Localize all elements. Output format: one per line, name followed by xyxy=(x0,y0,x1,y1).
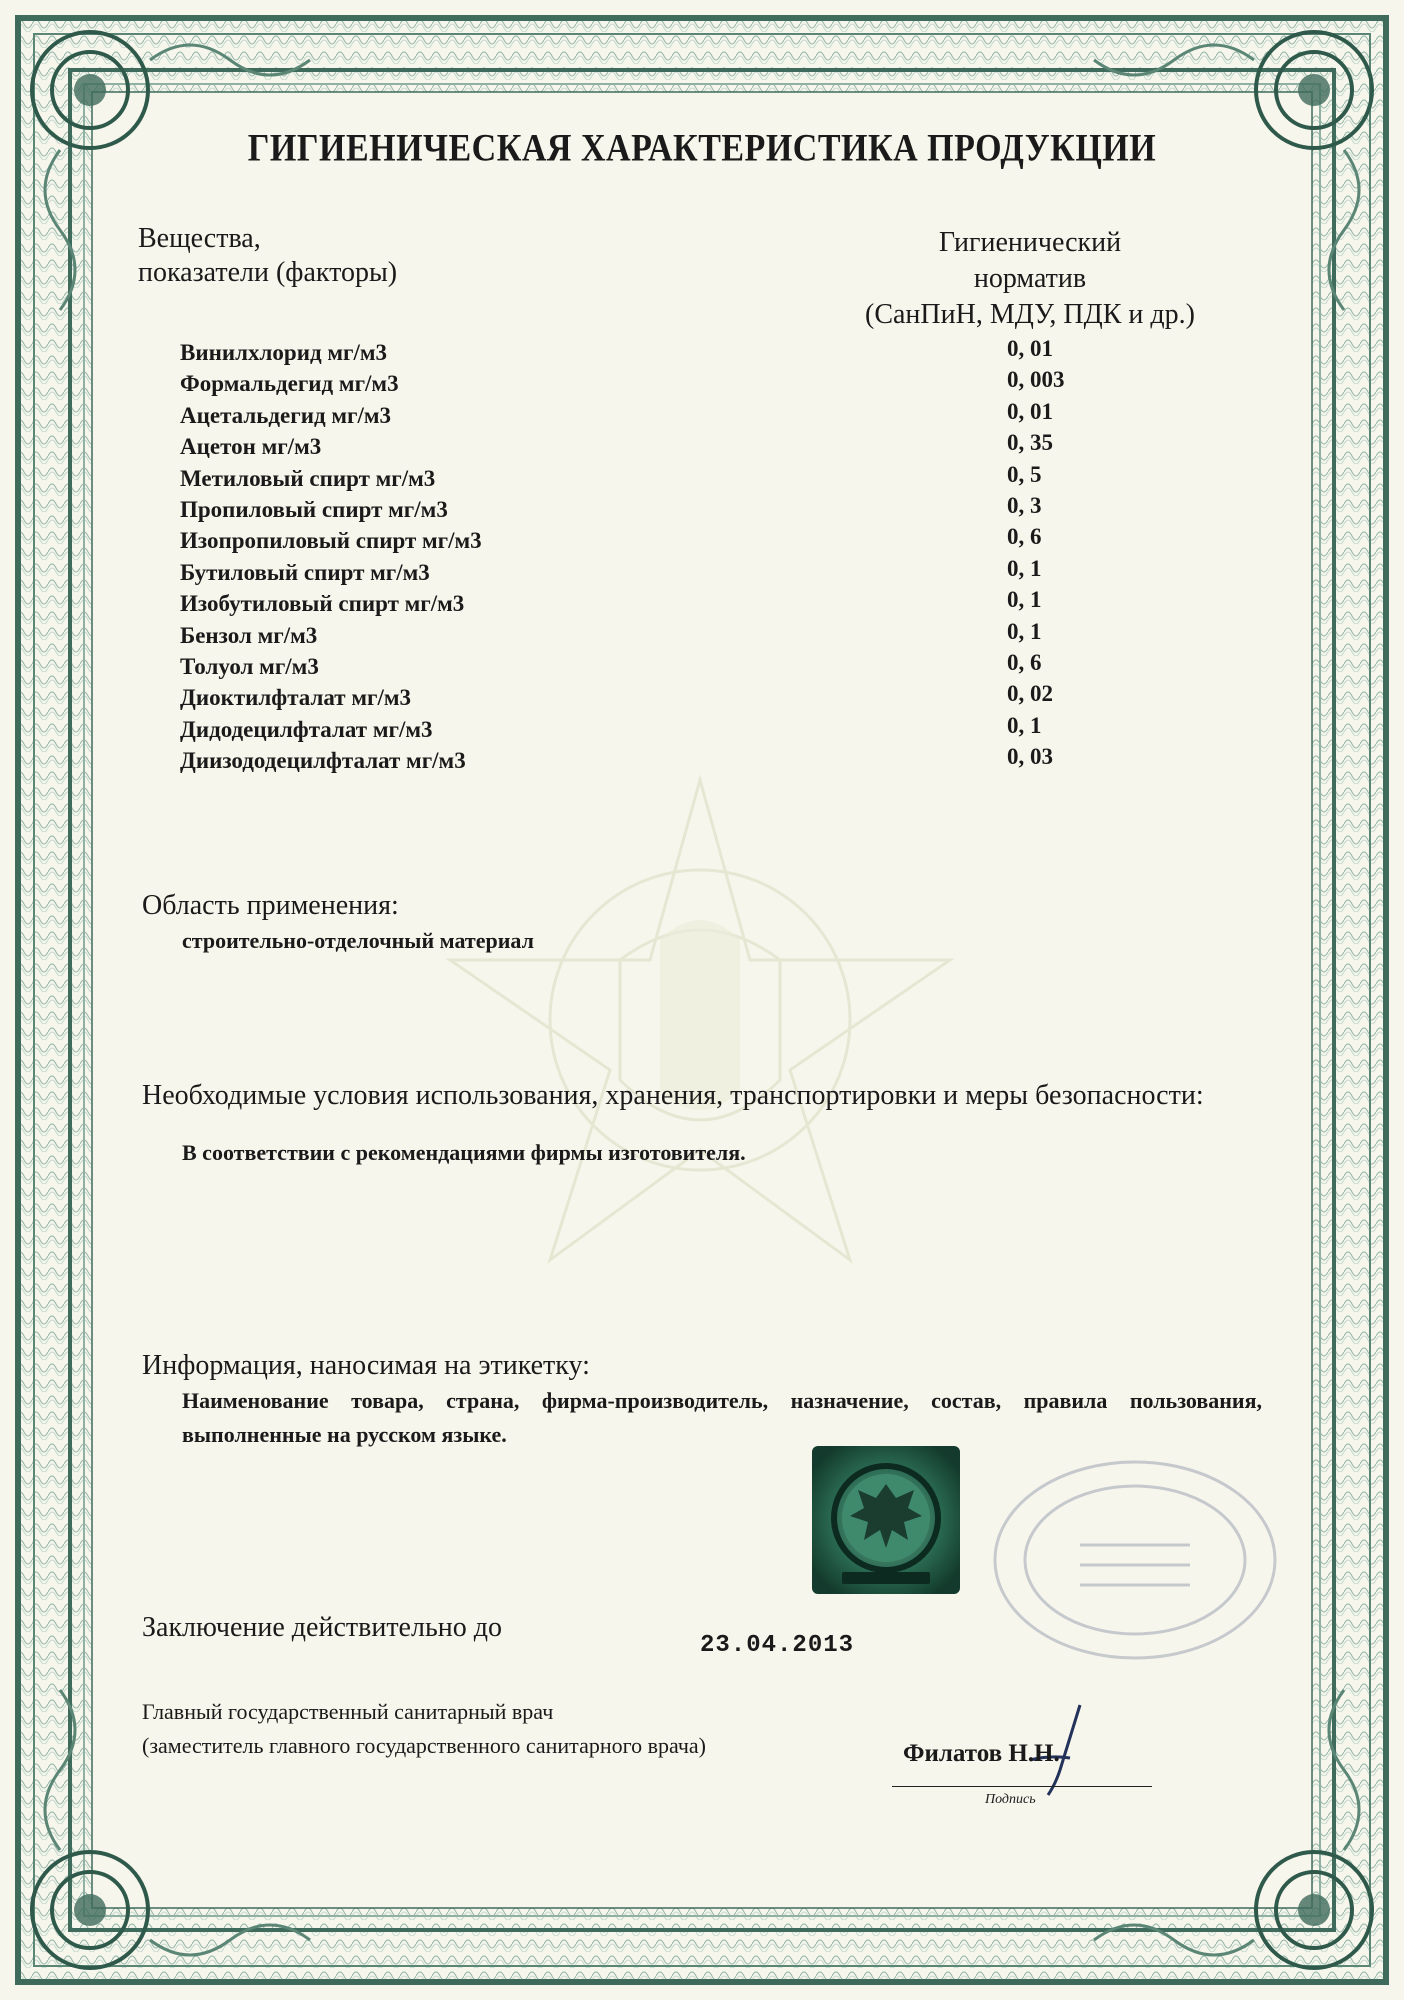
substance-name: Формальдегид мг/м3 xyxy=(180,371,399,397)
substance-name: Винилхлорид мг/м3 xyxy=(180,340,387,365)
norm-value: 0, 3 xyxy=(1007,492,1042,518)
norm-value: 0, 01 xyxy=(1007,398,1053,424)
coat-of-arms-watermark xyxy=(390,760,1010,1320)
norm-value: 0, 1 xyxy=(1007,618,1042,644)
scope-label: Область применения: xyxy=(142,890,399,921)
table-row xyxy=(180,398,1140,434)
table-row xyxy=(180,712,1140,748)
substance-name: Бутиловый спирт мг/м3 xyxy=(180,559,430,585)
table-row xyxy=(180,681,1140,716)
norm-value: 0, 1 xyxy=(1007,712,1042,738)
signature-caption: Подпись xyxy=(985,1792,1036,1807)
norm-value: 0, 5 xyxy=(1007,461,1042,487)
table-row xyxy=(180,618,1140,654)
substance-name: Ацетальдегид мг/м3 xyxy=(180,402,392,428)
hygiene-table xyxy=(180,336,1140,779)
norm-value: 0, 03 xyxy=(1007,744,1053,770)
substance-name: Изобутиловый спирт мг/м3 xyxy=(180,591,465,617)
table-row xyxy=(180,367,1140,402)
round-stamp-icon xyxy=(985,1455,1285,1665)
conditions-value: В соответствии с рекомендациями фирмы изготовителя. xyxy=(182,1140,746,1165)
substances-column-header: Вещества, показатели (факторы) xyxy=(138,223,398,288)
norm-value: 0, 1 xyxy=(1007,555,1042,581)
official-title: Главный государственный санитарный врач (заместитель главного государственного санитарного врача) xyxy=(142,1699,707,1758)
validity-date: 23.04.2013 xyxy=(700,1632,855,1659)
hologram-eagle-icon xyxy=(812,1446,960,1594)
validity-label: Заключение действительно до xyxy=(142,1612,502,1643)
norm-value: 0, 35 xyxy=(1007,430,1053,456)
norm-column-header: Гигиенический норматив (СанПиН, МДУ, ПДК и др.) xyxy=(865,227,1195,330)
substance-name: Изопропиловый спирт мг/м3 xyxy=(180,528,482,554)
substance-name: Бензол мг/м3 xyxy=(180,622,318,648)
norm-value: 0, 003 xyxy=(1007,367,1065,393)
table-row xyxy=(180,524,1140,559)
label-info-label: Информация, наносимая на этикетку: xyxy=(142,1350,590,1381)
table-row xyxy=(180,587,1140,622)
table-row xyxy=(180,336,1140,371)
table-row xyxy=(180,555,1140,591)
substance-name: Толуол мг/м3 xyxy=(180,653,319,679)
signature-line xyxy=(892,1786,1152,1787)
table-row xyxy=(180,492,1140,528)
page-title: ГИГИЕНИЧЕСКАЯ ХАРАКТЕРИСТИКА ПРОДУКЦИИ xyxy=(247,127,1157,170)
norm-value: 0, 6 xyxy=(1007,524,1042,550)
norm-value: 0, 6 xyxy=(1007,649,1042,675)
substance-name: Дидодецилфталат мг/м3 xyxy=(180,716,433,742)
norm-value: 0, 1 xyxy=(1007,587,1042,613)
table-row xyxy=(180,430,1140,465)
norm-value: 0, 02 xyxy=(1007,681,1053,707)
substance-name: Ацетон мг/м3 xyxy=(180,434,322,460)
table-row xyxy=(180,744,1140,779)
substance-name: Диизододецилфталат мг/м3 xyxy=(180,748,466,774)
substance-name: Метиловый спирт мг/м3 xyxy=(180,465,436,491)
table-row xyxy=(180,649,1140,685)
table-row xyxy=(180,461,1140,497)
norm-value: 0, 01 xyxy=(1007,336,1053,361)
official-name: Филатов Н.Н. xyxy=(903,1740,1060,1767)
substance-name: Диоктилфталат мг/м3 xyxy=(180,685,411,711)
substance-name: Пропиловый спирт мг/м3 xyxy=(180,496,448,522)
conditions-label: Необходимые условия использования, хранения, транспортировки и меры безопасности: xyxy=(142,1080,1204,1111)
scope-value: строительно-отделочный материал xyxy=(182,928,534,953)
label-info-value: Наименование товара, страна, фирма-производитель, назначение, состав, правила пользования, выполненные на русском языке. xyxy=(182,1388,1262,1447)
